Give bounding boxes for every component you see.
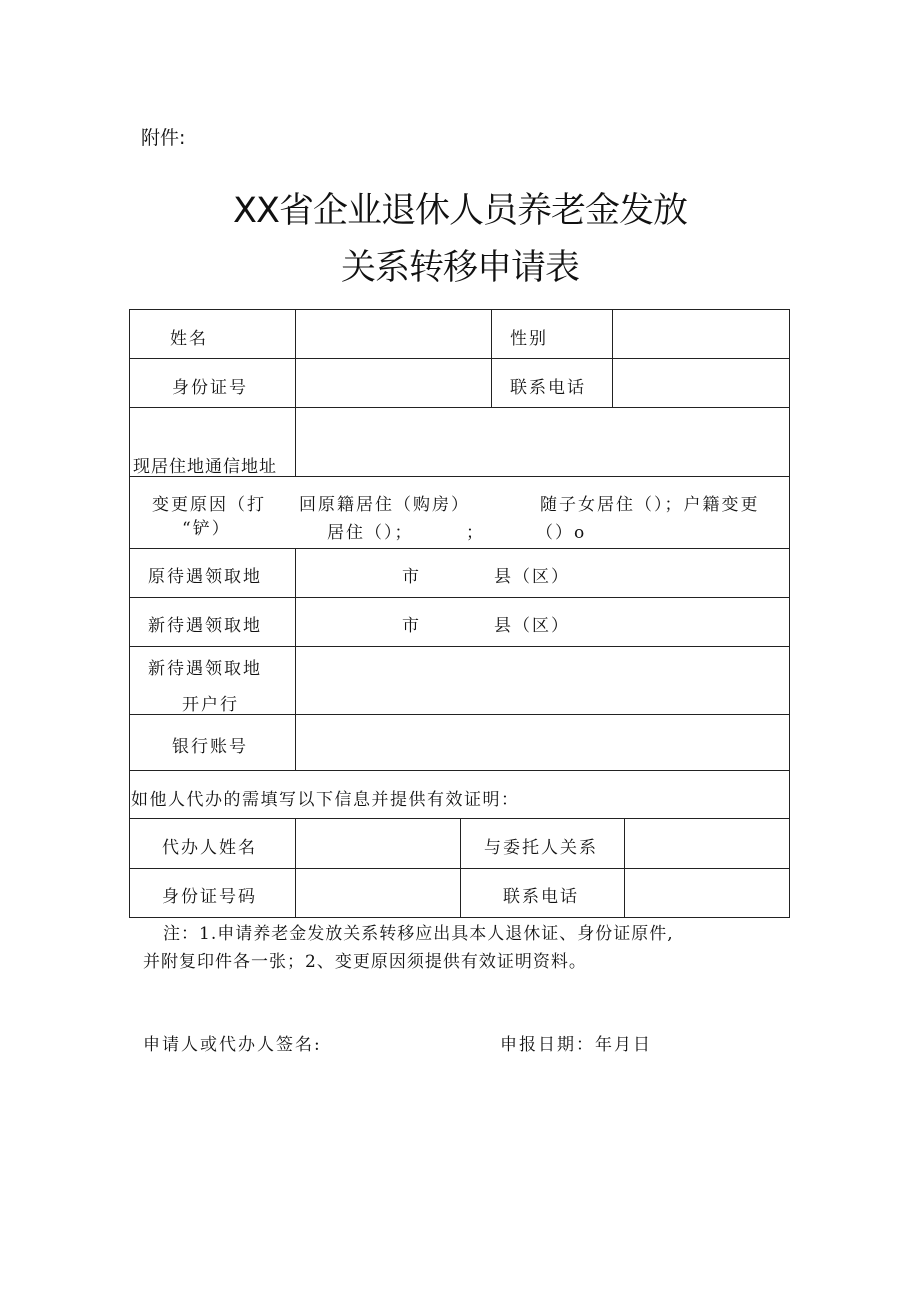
reason-option-household[interactable]: （）o <box>536 523 587 543</box>
reason-option-residence[interactable]: 居住（）； <box>327 523 414 543</box>
reason-separator: ； <box>466 523 485 543</box>
proxy-name-label: 代办人姓名 <box>162 838 257 858</box>
new-city-label: 市 <box>402 616 421 636</box>
account-label: 银行账号 <box>172 737 248 757</box>
proxy-id-field[interactable] <box>297 870 459 916</box>
id-number-field[interactable] <box>297 360 490 406</box>
original-place-label: 原待遇领取地 <box>148 567 262 587</box>
new-county-label: 县（区） <box>494 616 570 636</box>
bank-field[interactable] <box>297 648 788 713</box>
proxy-phone-label: 联系电话 <box>503 887 579 907</box>
phone-field[interactable] <box>614 360 788 406</box>
bank-label-line1: 新待遇领取地 <box>148 659 262 679</box>
original-county-label: 县（区） <box>494 567 570 587</box>
form-title-line-2: 关系转移申请表 <box>340 248 579 288</box>
original-city-label: 市 <box>402 567 421 587</box>
note-line-2: 并附复印件各一张；2、变更原因须提供有效证明资料。 <box>143 952 587 972</box>
proxy-phone-field[interactable] <box>626 870 788 916</box>
change-reason-label-line2: “铲） <box>182 519 231 539</box>
signer-label: 申请人或代办人签名: <box>143 1035 322 1055</box>
gender-label: 性别 <box>510 329 548 349</box>
id-number-label: 身份证号 <box>172 378 248 398</box>
proxy-notice: 如他人代办的需填写以下信息并提供有效证明： <box>131 790 520 810</box>
gender-field[interactable] <box>614 311 788 357</box>
attachment-label: 附件: <box>141 127 186 149</box>
proxy-id-label: 身份证号码 <box>162 887 257 907</box>
proxy-name-field[interactable] <box>297 820 459 867</box>
account-field[interactable] <box>297 716 788 769</box>
note-line-1: 注：1.申请养老金发放关系转移应出具本人退休证、身份证原件, <box>163 924 674 944</box>
reason-option-return-home[interactable]: 回原籍居住（购房） <box>299 495 470 515</box>
relation-label: 与委托人关系 <box>484 838 598 858</box>
phone-label: 联系电话 <box>510 378 586 398</box>
new-place-label: 新待遇领取地 <box>148 616 262 636</box>
reason-option-with-children[interactable]: 随子女居住（）；户籍变更 <box>540 495 760 515</box>
bank-label-line2: 开户行 <box>182 695 239 715</box>
relation-field[interactable] <box>626 820 788 867</box>
name-field[interactable] <box>297 311 490 357</box>
address-label: 现居住地通信地址 <box>133 457 277 477</box>
name-label: 姓名 <box>170 329 208 349</box>
notes <box>143 920 674 976</box>
date-label: 申报日期：年月日 <box>500 1035 652 1055</box>
address-field[interactable] <box>297 409 788 475</box>
change-reason-label-line1: 变更原因（打 <box>152 495 266 515</box>
form-title-line-1: XX省企业退休人员养老金发放 <box>233 191 687 231</box>
